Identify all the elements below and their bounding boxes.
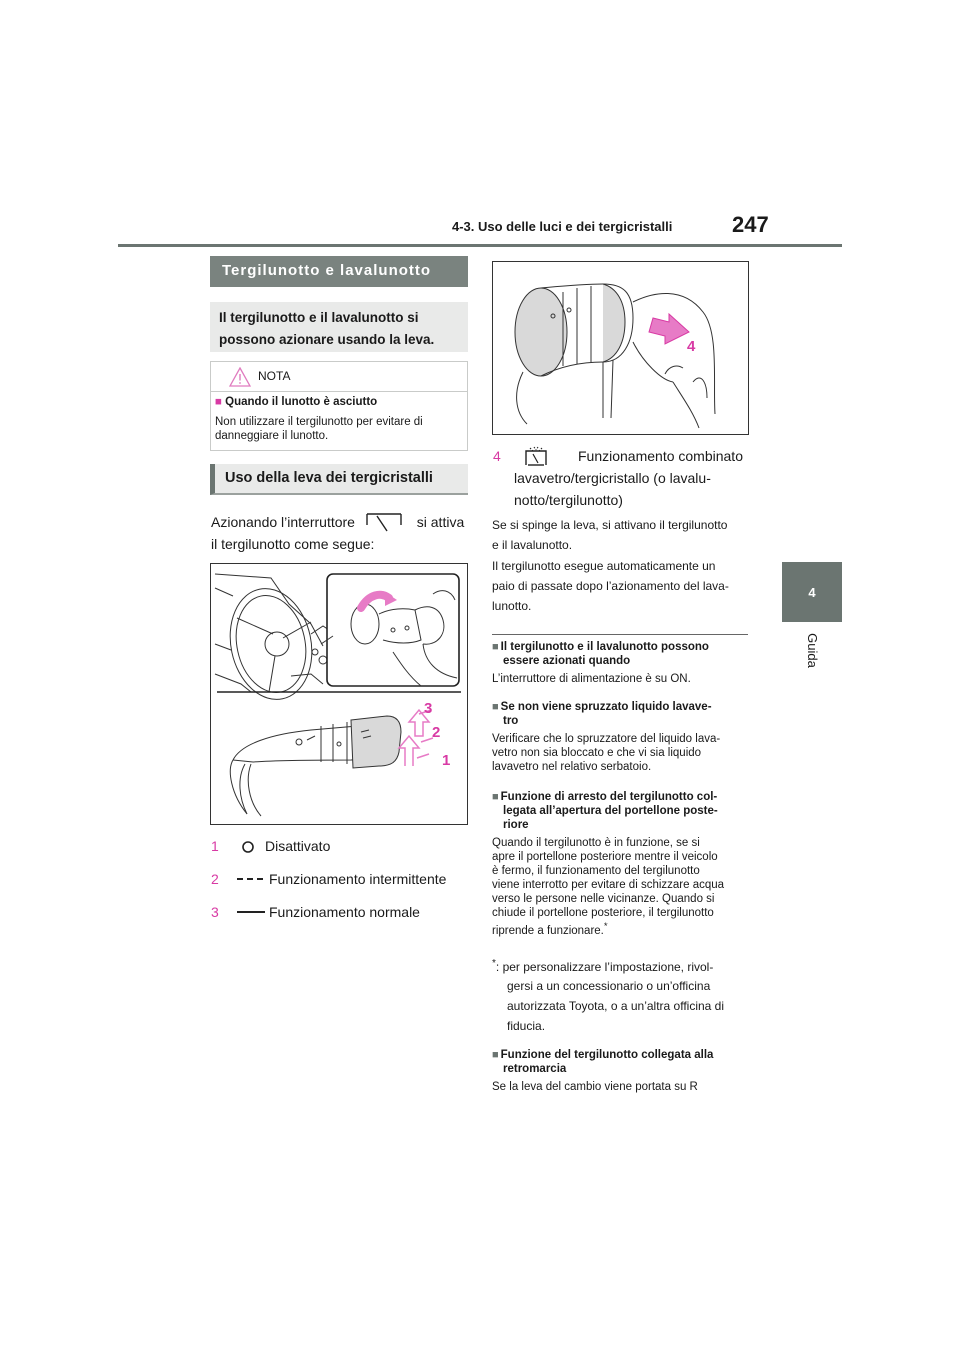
mode-label: Disattivato: [265, 838, 331, 854]
solid-line-icon: [237, 909, 265, 915]
circle-off-icon: [241, 840, 255, 854]
nota-text: danneggiare il lunotto.: [215, 430, 329, 442]
intro-line2: il tergilunotto come segue:: [211, 536, 375, 552]
mode4-line1: Funzionamento combinato: [578, 448, 743, 464]
nota-header: [211, 362, 467, 392]
mode-number: 4: [493, 448, 501, 464]
callout-1: 1: [442, 752, 451, 769]
mode4-line2: lavavetro/tergicristallo (o lavalu-: [514, 470, 711, 486]
washer-figure: [492, 261, 749, 435]
lever-illustration: [211, 564, 467, 824]
mode-number: 2: [211, 871, 219, 887]
footnote-first-line: *: per personalizzare l’impostazione, rivol-: [492, 958, 714, 974]
callout-3: 3: [424, 700, 433, 717]
chapter-tab: [782, 562, 842, 622]
chapter-label: Guida: [804, 632, 820, 668]
mode-number: 1: [211, 838, 219, 854]
nota-box: [210, 361, 468, 451]
washer-illustration: [493, 262, 748, 434]
page-number: 247: [732, 212, 769, 237]
intro-line1: Azionando l’interruttore si attiva: [211, 511, 464, 533]
lever-figure: [210, 563, 468, 825]
note-no-washer-fluid: ■ Se non viene spruzzato liquido lavave- tro Verificare che lo spruzzatore del liquido lava- vetro non sia bloccato e che vi sia liquido lavavetro nel relativo serbatoio.: [492, 701, 721, 773]
header-rule: [118, 244, 842, 247]
rear-wiper-switch-icon: [365, 511, 403, 533]
callout-4: 4: [687, 338, 696, 355]
mode-label: Funzionamento intermittente: [269, 871, 447, 887]
nota-label: NOTA: [258, 369, 291, 383]
square-bullet-icon: ■: [492, 641, 499, 653]
header-section-title: 4-3. Uso delle luci e dei tergicristalli: [452, 219, 673, 234]
footnote-marker: *: [603, 921, 608, 932]
section-title: Tergilunotto e lavalunotto: [210, 256, 468, 287]
mode-label: Funzionamento normale: [269, 904, 420, 920]
chapter-number: 4: [808, 584, 816, 600]
lever-section-title: Uso della leva dei tergicristalli: [210, 464, 468, 495]
square-bullet-icon: ■: [492, 791, 499, 803]
mode4-line3: notto/tergilunotto): [514, 492, 623, 508]
notes-rule: [492, 634, 748, 635]
section-subtitle: Il tergilunotto e il lavalunotto si possono azionare usando la leva.: [210, 302, 468, 352]
footnote-text: gersi a un concessionario o un’officina autorizzata Toyota, o a un’altra officina di fiducia.: [507, 979, 725, 1033]
paragraph-auto-wipe: Il tergilunotto esegue automaticamente un paio di passate dopo l’azionamento del lava- lunotto.: [492, 559, 729, 613]
square-bullet-icon: ■: [215, 396, 222, 408]
note-tailgate-stop: ■ Funzione di arresto del tergilunotto col- legata all’apertura del portellone poste- riore Quando il tergilunotto è in funzione, se si apre il portellone posteriore mentre il veicolo è fermo, il funzionamento del tergilunotto viene interrotto per evitare di schizzare acqua verso le persone nelle vicinanze. Quando si chiude il portellone posteriore, il tergilunotto riprende a funzionare.*: [492, 791, 725, 937]
callout-2: 2: [432, 724, 441, 741]
square-bullet-icon: ■: [492, 701, 499, 713]
note-reverse-wiper: ■ Funzione del tergilunotto collegata alla retromarcia Se la leva del cambio viene portata su R: [492, 1049, 714, 1093]
nota-text: Non utilizzare il tergilunotto per evitare di: [215, 416, 423, 428]
washer-wiper-icon: [524, 445, 548, 467]
note-operation-conditions: ■ Il tergilunotto e il lavalunotto possono essere azionati quando L’interruttore di alimentazione è su ON.: [492, 641, 709, 685]
paragraph-washer-push: Se si spinge la leva, si attivano il tergilunotto e il lavalunotto.: [492, 518, 728, 552]
square-bullet-icon: ■: [492, 1049, 499, 1061]
dashed-line-icon: [237, 876, 265, 882]
nota-heading: ■ Quando il lunotto è asciutto: [215, 396, 378, 408]
warning-triangle-icon: [229, 367, 251, 387]
mode-number: 3: [211, 904, 219, 920]
